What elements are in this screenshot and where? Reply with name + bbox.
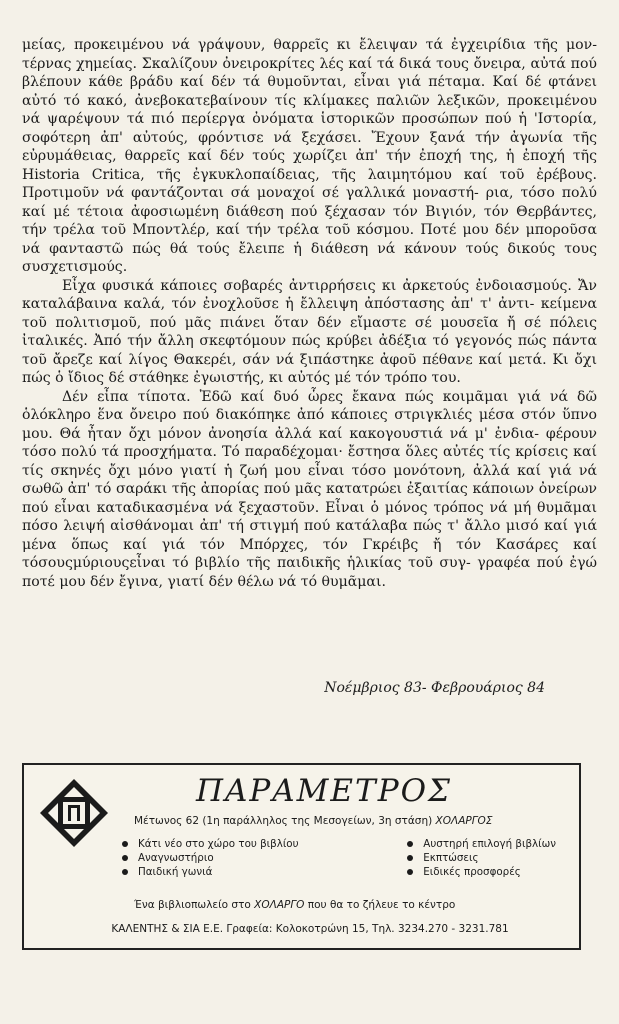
bullet-icon xyxy=(407,841,413,847)
bullet-icon xyxy=(122,841,128,847)
store-slogan: Ένα βιβλιοπωλείο στο ΧΟΛΑΡΓΟ που θα το ζήλευε το κέντρο xyxy=(134,899,456,911)
paragraph: μείας, προκειμένου νά γράψουν, θαρρεῖς κι ἔλειψαν τά ἐγχειρίδια τῆς μον- τέρνας χημείας. Σκαλίζουν ὀνειροκρίτες λές καί τά δικά τους ὄνειρα, αὐτά πού βλέπουν κάθε βράδυ καί δέν τά θυμοῦνται, εἶναι γιά πέταμα. Καί δέ φτάνει αὐτό τό κακό, ἀνεβοκατεβαίνουν τίς κλίμακες παλιῶν λεξικῶν, προκειμένου νά ψαρέψουν τά πιό περίεργα ὀνόματα ἱστορικῶν προσώπων πού ἡ 'Ιστορία, σοφότερη ἀπ' αὐτούς, φρόντισε νά ξεχάσει. Ἔχουν ξανά τήν ἀγωνία τῆς εὐρυμάθειας, θαρρεῖς καί δέν τούς χωρίζει ἀπ' τήν ἐποχή της, ἡ ἐποχή τῆς Historia Critica, τῆς ἐγκυκλοπαίδειας, τῆς λαιμητόμου καί τοῦ ἐρέβους. Προτιμοῦν νά φαντάζονται σά μοναχοί σέ γαλλικά μοναστή- ρια, τόσο πολύ καί μέ τέτοια ἀφοσιωμένη διάθεση πού ξέχασαν τόν Βιγιόν, τόν Θερβάντες, τήν τρέλα τοῦ Μποντλέρ, καί τήν τρέλα τοῦ κόσμου. Ποτέ μου δέν μποροῦσα νά φανταστῶ πώς θά τούς ἔλειπε ἡ διάθεση νά κάνουν τούς δικούς τους συσχετισμούς. xyxy=(22,37,597,275)
store-name: ΠΑΡΑΜΕΤΡΟΣ xyxy=(196,773,452,809)
paragraph: Εἶχα φυσικά κάποιες σοβαρές ἀντιρρήσεις κι ἀρκετούς ἐνδοιασμούς. Ἄν καταλάβαινα καλά, τόν ἐνοχλοῦσε ἡ ἔλλειψη ἀπόστασης ἀπ' τ' ἀντι- κείμενα τοῦ πολιτισμοῦ, πού μᾶς πιάνει ὅταν δέν εἴμαστε σέ μουσεῖα ἤ σέ πόλεις ἰταλικές. Ἀπό τήν ἄλλη σκεφτόμουν πώς κρύβει ἀδέξια τό γεγονός πώς πάντα τοῦ ἄρεζε καί λίγος Θακερέι, σάν νά ξιπάστηκε ἀφοῦ πέθανε καί μετά. Κι ὄχι πώς ὁ ἴδιος δέ στάθηκε ἐγωιστής, κι αὐτός μέ τόν τρόπο του. xyxy=(22,277,597,386)
bullet-icon xyxy=(407,869,413,875)
store-contact: ΚΑΛΕΝΤΗΣ & ΣΙΑ Ε.Ε. Γραφεία: Κολοκοτρώνη 15, Τηλ. 3234.270 - 3231.781 xyxy=(111,923,509,935)
features-right-list xyxy=(407,837,556,879)
store-address xyxy=(134,815,574,827)
bookstore-square-logo-icon xyxy=(40,779,108,847)
bullet-icon xyxy=(122,869,128,875)
features-left-list xyxy=(122,837,299,879)
bullet-icon xyxy=(122,855,128,861)
list-item: Αυστηρή επιλογή βιβλίων xyxy=(407,837,556,851)
address-area: ΧΟΛΑΡΓΟΣ xyxy=(435,815,493,827)
list-item: Κάτι νέο στο χώρο του βιβλίου xyxy=(122,837,299,851)
paragraph: Δέν εἶπα τίποτα. Ἐδῶ καί δυό ὧρες ἔκανα πώς κοιμᾶμαι γιά νά δῶ ὁλόκληρο ἕνα ὄνειρο πού διακόπηκε ἀπό κάποιες στριγκλιές μέσα στόν ὕπνο μου. Θά ἦταν ὄχι μόνον ἀνοησία ἀλλά καί κακογουστιά νά μ' ἐνδια- φέρουν τόσο πολύ τά προσχήματα. Τό παραδέχομαι· ἔστησα ὅλες αὐτές τίς κρίσεις καί τίς σκηνές ὄχι μόνο γιατί ἡ ζωή μου εἶναι τόσο μονότονη, ἀλλά καί γιά νά σωθῶ ἀπ' τό σαράκι τῆς ἀπορίας πού μᾶς κατατρώει ἐξαιτίας κάποιων ὀνείρων πού εἶναι καταδικασμένα νά ξεχαστοῦν. Εἶναι ὁ μόνος τρόπος νά μή θυμᾶμαι πόσο λειψή αἰσθάνομαι ἀπ' τή στιγμή πού κατάλαβα πώς τ' ἄλλο μισό καί γιά μένα ὅπως καί γιά τόν Μπόρχες, τόν Γκρέιβς ἤ τόν Κασάρες καί τόσουςμύριουςεἶναι τό βιβλίο τῆς παιδικῆς ἡλικίας τοῦ συγ- γραφέα πού ἐγώ ποτέ μου δέν ἔγινα, γιατί δέν θέλω νά τό θυμᾶμαι. xyxy=(22,388,597,590)
list-item: Αναγνωστήριο xyxy=(122,851,299,865)
store-features xyxy=(122,837,572,879)
list-item: Παιδική γωνιά xyxy=(122,865,299,879)
address-main: Μέτωνος 62 (1η παράλληλος της Μεσογείων, 3η στάση) xyxy=(134,815,433,827)
bookstore-advertisement xyxy=(22,763,581,950)
article-text xyxy=(22,36,597,591)
list-item: Ειδικές προσφορές xyxy=(407,865,556,879)
bullet-icon xyxy=(407,855,413,861)
list-item: Εκπτώσεις xyxy=(407,851,556,865)
date-signature: Νοέμβριος 83- Φεβρουάριος 84 xyxy=(324,680,545,696)
